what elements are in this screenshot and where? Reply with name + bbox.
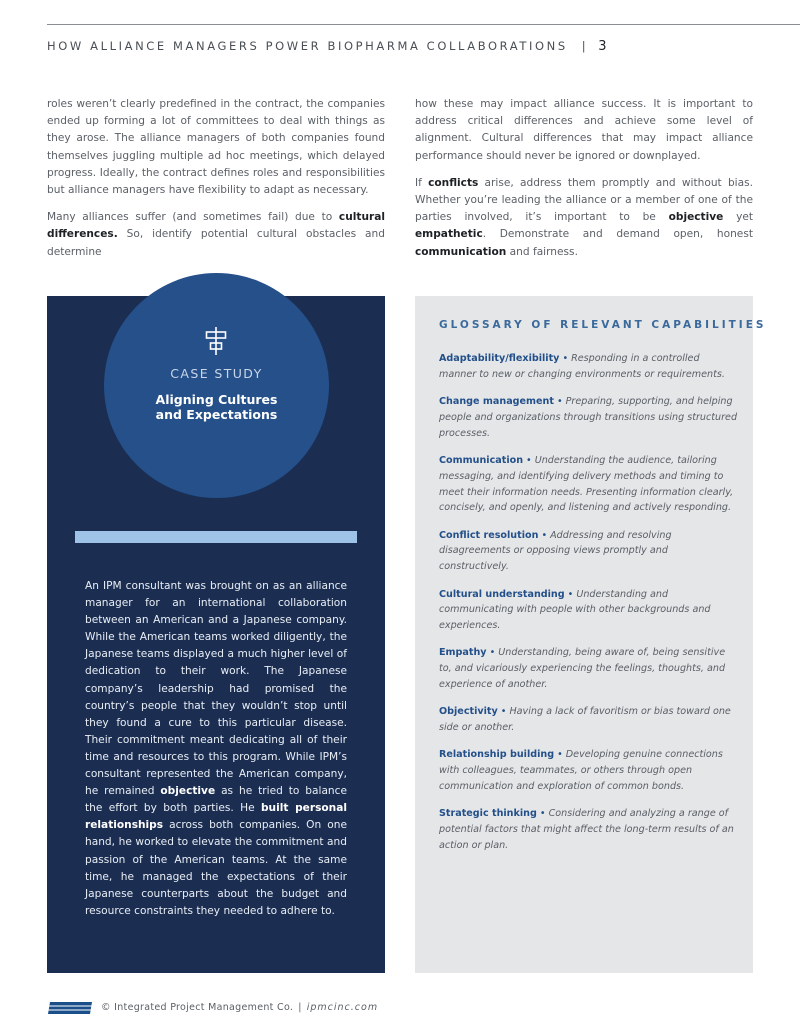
hierarchy-icon <box>204 326 228 356</box>
case-study-title-line: Aligning Cultures <box>155 392 278 407</box>
glossary-bullet: • <box>556 396 563 408</box>
glossary-item <box>439 645 739 692</box>
case-study-title <box>104 392 329 422</box>
glossary-item <box>439 453 739 516</box>
glossary-item <box>439 587 739 634</box>
running-header <box>47 39 607 54</box>
glossary-definition: Responding in a controlled manner to new or changing environments or requirements. <box>439 353 725 380</box>
glossary-definition: Understanding and communicating with people with other backgrounds and experiences. <box>439 588 711 632</box>
glossary-heading: GLOSSARY OF RELEVANT CAPABILITIES <box>439 319 767 331</box>
emphasis-text: empathetic <box>415 228 483 241</box>
emphasis-text: objective <box>668 211 724 224</box>
emphasis-text: communication <box>415 245 507 258</box>
running-title: HOW ALLIANCE MANAGERS POWER BIOPHARMA COLLABORATIONS <box>47 39 568 53</box>
text-run: Many alliances suffer (and sometimes fail) due to <box>47 211 339 224</box>
glossary-bullet: • <box>489 647 496 659</box>
glossary-bullet: • <box>557 749 563 761</box>
case-study-body <box>85 578 347 920</box>
text-run: and fairness. <box>506 245 578 258</box>
glossary-bullet: • <box>562 353 569 364</box>
header-rule <box>47 24 800 25</box>
page-number: 3 <box>598 39 607 54</box>
glossary-list <box>439 351 739 865</box>
glossary-bullet: • <box>500 706 507 718</box>
text-run: arise, address them promptly and without bias. Whether you’re leading the alliance or a member of one of the parties involved, it’s important to be <box>415 176 753 224</box>
body-paragraph <box>47 209 385 261</box>
footer-copyright: © Integrated Project Management Co. <box>101 1002 294 1013</box>
header-separator: | <box>581 39 589 53</box>
footer-url[interactable]: ipmcinc.com <box>306 1002 379 1013</box>
case-study-circle <box>104 273 329 498</box>
body-paragraph <box>415 175 753 261</box>
body-column-right <box>415 96 753 271</box>
text-run: If <box>415 176 429 189</box>
text-run: An IPM consultant was brought on as an alliance manager for an international collaboration between an American and a Japanese company. While the American teams worked diligently, the Japanese teams displayed a much higher level of dedication to their work. The Japanese company’s leadership had promised the country’s people that they wouldn’t stop until they found a cure to this particular disease. Their commitment meant dedicating all of their time and resources to this program. While IPM’s consultant represented the American company, he remained <box>85 580 347 798</box>
body-paragraph: how these may impact alliance success. It is important to address critical differences and achieve some level of alignment. Cultural differences that may impact alliance performance should never be ignored or downplayed. <box>415 98 753 162</box>
body-paragraph: roles weren’t clearly predefined in the contract, the companies ended up forming a lot of committees to deal with things as they arose. The alliance managers of both companies found themselves juggling multiple ad hoc meetings, which delayed progress. Ideally, the contract defines roles and responsibilities but alliance managers have flexibility to adapt as necessary. <box>47 98 385 197</box>
glossary-item <box>439 747 739 794</box>
text-run: across both companies. On one hand, he worked to elevate the commitment and passion of the American teams. At the same time, he managed the expectations of their Japanese counterparts about the budget and resource constraints they needed to adhere to. <box>85 819 347 917</box>
glossary-definition: Considering and analyzing a range of potential factors that might affect the long-term results of an action or plan. <box>439 808 734 851</box>
glossary-term: Objectivity <box>439 706 498 718</box>
glossary-term: Change management <box>439 396 554 408</box>
body-column-left <box>47 96 385 271</box>
glossary-bullet: • <box>567 588 574 600</box>
glossary-term: Relationship building <box>439 749 555 761</box>
emphasis-text: objective <box>160 785 216 798</box>
glossary-term: Communication <box>439 454 524 466</box>
case-study-title-line: and Expectations <box>155 407 278 422</box>
text-run: as he tried to balance the effort by both parties. He <box>85 785 347 815</box>
emphasis-text: built personal relationships <box>85 802 347 832</box>
text-run: yet <box>723 211 754 224</box>
text-run: So, identify potential cultural obstacles and determine <box>47 228 385 258</box>
glossary-term: Empathy <box>439 647 487 659</box>
emphasis-text: cultural differences. <box>47 211 385 241</box>
case-study-accent-bar <box>75 531 357 543</box>
footer <box>101 1002 378 1013</box>
text-run: . Demonstrate and demand open, honest <box>482 228 753 241</box>
glossary-definition: Having a lack of favoritism or bias toward one side or another. <box>439 706 731 734</box>
glossary-item <box>439 351 739 383</box>
glossary-bullet: • <box>526 454 532 466</box>
case-study-kicker: CASE STUDY <box>170 366 263 381</box>
glossary-term: Adaptability/flexibility <box>439 353 560 364</box>
glossary-definition: Addressing and resolving disagreements or opposing views promptly and constructively. <box>439 529 672 573</box>
glossary-term: Cultural understanding <box>439 588 565 600</box>
glossary-term: Strategic thinking <box>439 808 537 820</box>
ipm-logo <box>47 1001 93 1015</box>
glossary-item <box>439 806 739 853</box>
glossary-definition: Understanding the audience, tailoring messaging, and identifying delivery methods and timing to meet their information needs. Presenting information clearly, concisely, and openly, and listening and actively responding. <box>439 454 734 514</box>
glossary-item <box>439 704 739 736</box>
glossary-item <box>439 394 739 441</box>
glossary-definition: Preparing, supporting, and helping people and organizations through transitions using structured processes. <box>439 396 738 439</box>
glossary-term: Conflict resolution <box>439 529 539 541</box>
glossary-bullet: • <box>541 529 548 541</box>
emphasis-text: conflicts <box>428 176 479 189</box>
glossary-definition: Understanding, being aware of, being sensitive to, and vicariously experiencing the feelings, thoughts, and experience of another. <box>439 647 726 691</box>
glossary-definition: Developing genuine connections with colleagues, teammates, or others through open communication and exploration of common bonds. <box>439 749 723 793</box>
footer-separator: | <box>298 1002 302 1013</box>
glossary-bullet: • <box>539 808 546 820</box>
glossary-item <box>439 528 739 575</box>
